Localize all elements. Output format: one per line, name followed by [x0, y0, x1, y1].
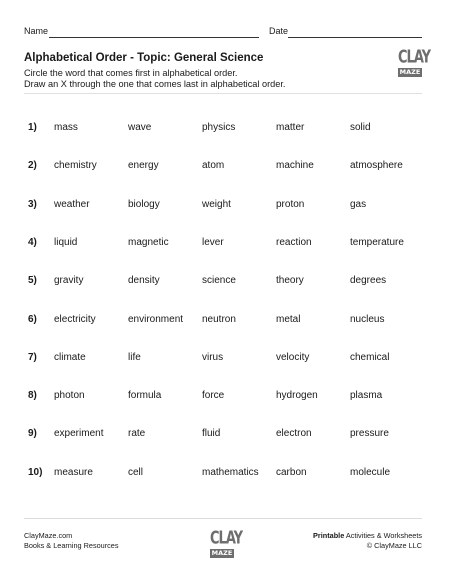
word-option[interactable]: gravity [54, 275, 84, 287]
table-row [0, 199, 450, 215]
footer-printable-word: Printable [313, 531, 345, 540]
word-option[interactable]: magnetic [128, 236, 169, 248]
footer-divider [24, 518, 422, 519]
row-number: 1) [28, 122, 37, 133]
table-row [0, 390, 450, 406]
word-option[interactable]: cell [128, 466, 144, 478]
logo-text-clay: CLAY [398, 47, 431, 68]
row-number: 4) [28, 236, 37, 248]
table-row [0, 122, 450, 138]
word-option[interactable]: mathematics [202, 466, 259, 478]
row-number: 5) [28, 275, 37, 287]
word-option[interactable]: proton [276, 198, 305, 210]
header-divider [24, 93, 422, 94]
word-option[interactable]: metal [276, 313, 301, 325]
row-number: 3) [28, 198, 37, 210]
footer-logo-text-maze: MAZE [211, 549, 233, 557]
date-label: Date [269, 26, 289, 36]
footer-copyright: © ClayMaze LLC [366, 540, 422, 550]
word-option[interactable]: carbon [276, 466, 307, 478]
table-row [0, 275, 450, 291]
word-option[interactable]: machine [276, 160, 314, 172]
word-option[interactable]: temperature [350, 236, 404, 248]
footer-printable-line [313, 531, 422, 541]
word-option[interactable]: life [128, 351, 141, 363]
row-number: 2) [28, 160, 37, 172]
word-option[interactable]: atmosphere [350, 160, 403, 172]
word-option[interactable]: hydrogen [276, 390, 318, 402]
word-option[interactable]: theory [276, 275, 304, 287]
row-number: 7) [28, 351, 37, 363]
word-option[interactable]: formula [128, 390, 162, 402]
word-option[interactable]: fluid [202, 428, 221, 440]
word-option[interactable]: velocity [276, 351, 310, 363]
word-option[interactable]: experiment [54, 428, 104, 440]
row-number: 10) [28, 466, 43, 478]
footer-left [24, 531, 119, 550]
word-option[interactable]: weather [54, 198, 90, 210]
instruction-line-2: Draw an X through the one that comes last in alphabetical order. [24, 79, 286, 89]
word-option[interactable]: biology [128, 198, 160, 210]
word-option[interactable]: solid [350, 122, 371, 133]
word-option[interactable]: gas [350, 198, 367, 210]
name-label: Name [24, 26, 49, 36]
instruction-line-1: Circle the word that comes first in alphabetical order. [24, 68, 238, 78]
word-option[interactable]: climate [54, 351, 86, 363]
word-option[interactable]: reaction [276, 236, 312, 248]
table-row [0, 314, 450, 330]
row-number: 8) [28, 390, 37, 402]
word-option[interactable]: measure [54, 466, 93, 478]
logo-text-maze: MAZE [399, 68, 421, 76]
word-option[interactable]: lever [202, 236, 224, 248]
footer-printable-rest: Activities & Worksheets [344, 531, 422, 540]
word-option[interactable]: wave [128, 122, 152, 133]
word-option[interactable]: density [128, 275, 160, 287]
table-row [0, 237, 450, 253]
word-option[interactable]: matter [276, 122, 305, 133]
word-option[interactable]: chemical [350, 351, 390, 363]
footer-right [313, 531, 422, 550]
claymaze-footer-logo [210, 528, 243, 558]
word-option[interactable]: pressure [350, 428, 389, 440]
word-option[interactable]: electron [276, 428, 312, 440]
table-row [0, 160, 450, 176]
word-option[interactable]: mass [54, 122, 78, 133]
word-option[interactable]: atom [202, 160, 225, 172]
footer-tagline: Books & Learning Resources [24, 540, 119, 550]
footer-logo-text-clay: CLAY [210, 528, 243, 549]
row-number: 6) [28, 313, 37, 325]
name-date-row [24, 26, 422, 40]
word-option[interactable]: neutron [202, 313, 236, 325]
word-option[interactable]: energy [128, 160, 159, 172]
word-option[interactable]: rate [128, 428, 146, 440]
word-option[interactable]: weight [202, 198, 231, 210]
claymaze-logo [398, 47, 431, 77]
footer-site: ClayMaze.com [24, 531, 73, 540]
word-option[interactable]: nucleus [350, 313, 385, 325]
table-row [0, 467, 450, 483]
word-option[interactable]: liquid [54, 236, 78, 248]
word-option[interactable]: molecule [350, 466, 391, 478]
row-number: 9) [28, 428, 37, 440]
word-option[interactable]: degrees [350, 275, 387, 287]
word-option[interactable]: virus [202, 351, 224, 363]
word-option[interactable]: force [202, 390, 225, 402]
name-line [49, 37, 259, 38]
date-line [288, 37, 422, 38]
word-option[interactable]: plasma [350, 390, 383, 402]
word-option[interactable]: physics [202, 122, 236, 133]
table-row [0, 428, 450, 444]
worksheet-title: Alphabetical Order - Topic: General Science [24, 52, 264, 64]
word-option[interactable]: environment [128, 313, 184, 325]
word-option[interactable]: science [202, 275, 236, 287]
word-option[interactable]: photon [54, 390, 85, 402]
word-option[interactable]: electricity [54, 313, 96, 325]
table-row [0, 352, 450, 368]
word-option[interactable]: chemistry [54, 160, 97, 172]
